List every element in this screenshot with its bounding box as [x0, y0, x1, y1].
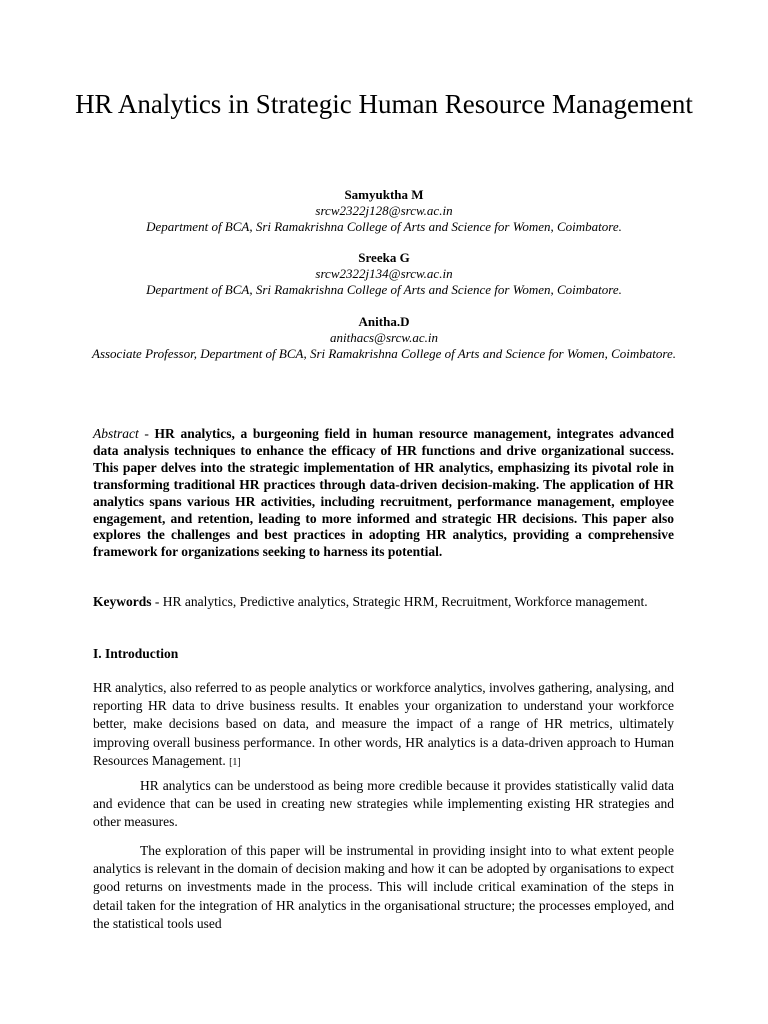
- body-paragraph-2: [93, 777, 674, 832]
- citation-ref[interactable]: [1]: [229, 756, 241, 768]
- author-block-1: [60, 187, 708, 235]
- body-paragraph-1: [93, 679, 674, 772]
- abstract: [93, 426, 674, 561]
- keywords-text: HR analytics, Predictive analytics, Strategic HRM, Recruitment, Workforce management.: [162, 594, 648, 609]
- paragraph-text: The exploration of this paper will be instrumental in providing insight into to what extent people analytics is relevant in the domain of decision making and how it can be adopted by organisations to expect good returns on investments made in the process. This will include critical examination of the steps in detail taken for the integration of HR analytics in the organisational structure; the processes employed, and the statistical tools used: [93, 843, 674, 931]
- author-affiliation: Associate Professor, Department of BCA, Sri Ramakrishna College of Arts and Science for Women, Coimbatore.: [92, 346, 676, 361]
- author-email: anithacs@srcw.ac.in: [329, 330, 438, 345]
- keywords: [93, 593, 674, 610]
- section-heading: I. Introduction: [93, 646, 179, 661]
- author-name: Anitha.D: [358, 314, 410, 329]
- author-block-2: [60, 250, 708, 298]
- author-email: srcw2322j128@srcw.ac.in: [315, 203, 453, 218]
- abstract-separator: -: [138, 426, 155, 441]
- author-email: srcw2322j134@srcw.ac.in: [315, 266, 453, 281]
- paragraph-text: HR analytics can be understood as being more credible because it provides statistically valid data and evidence that can be used in creating new strategies while implementing existing HR strategies and other measures.: [93, 778, 674, 830]
- keywords-separator: -: [151, 594, 163, 609]
- author-name: Samyuktha M: [344, 187, 424, 202]
- body-paragraph-3: [93, 842, 674, 933]
- abstract-label: Abstract: [93, 426, 139, 441]
- author-block-3: [60, 314, 708, 362]
- author-name: Sreeka G: [358, 250, 410, 265]
- paper-title: HR Analytics in Strategic Human Resource Management: [75, 89, 693, 119]
- author-affiliation: Department of BCA, Sri Ramakrishna College of Arts and Science for Women, Coimbatore.: [146, 282, 622, 297]
- author-affiliation: Department of BCA, Sri Ramakrishna College of Arts and Science for Women, Coimbatore.: [146, 219, 622, 234]
- abstract-text: HR analytics, a burgeoning field in human resource management, integrates advanced data analysis techniques to enhance the efficacy of HR functions and drive organizational success. This paper delves into the strategic implementation of HR analytics, emphasizing its pivotal role in transforming traditional HR practices through data-driven decision-making. The application of HR analytics spans various HR activities, including recruitment, performance management, employee engagement, and retention, leading to more informed and strategic HR decisions. This paper also explores the challenges and best practices in adopting HR analytics, providing a comprehensive framework for organizations seeking to harness its potential.: [93, 426, 674, 560]
- keywords-label: Keywords: [93, 594, 152, 609]
- paragraph-text: HR analytics, also referred to as people analytics or workforce analytics, involves gathering, analysing, and reporting HR data to drive business results. It enables your organization to understand your workforce better, make decisions based on data, and measure the impact of a range of HR metrics, ultimately improving overall business performance. In other words, HR analytics is a data-driven approach to Human Resources Management.: [93, 680, 674, 768]
